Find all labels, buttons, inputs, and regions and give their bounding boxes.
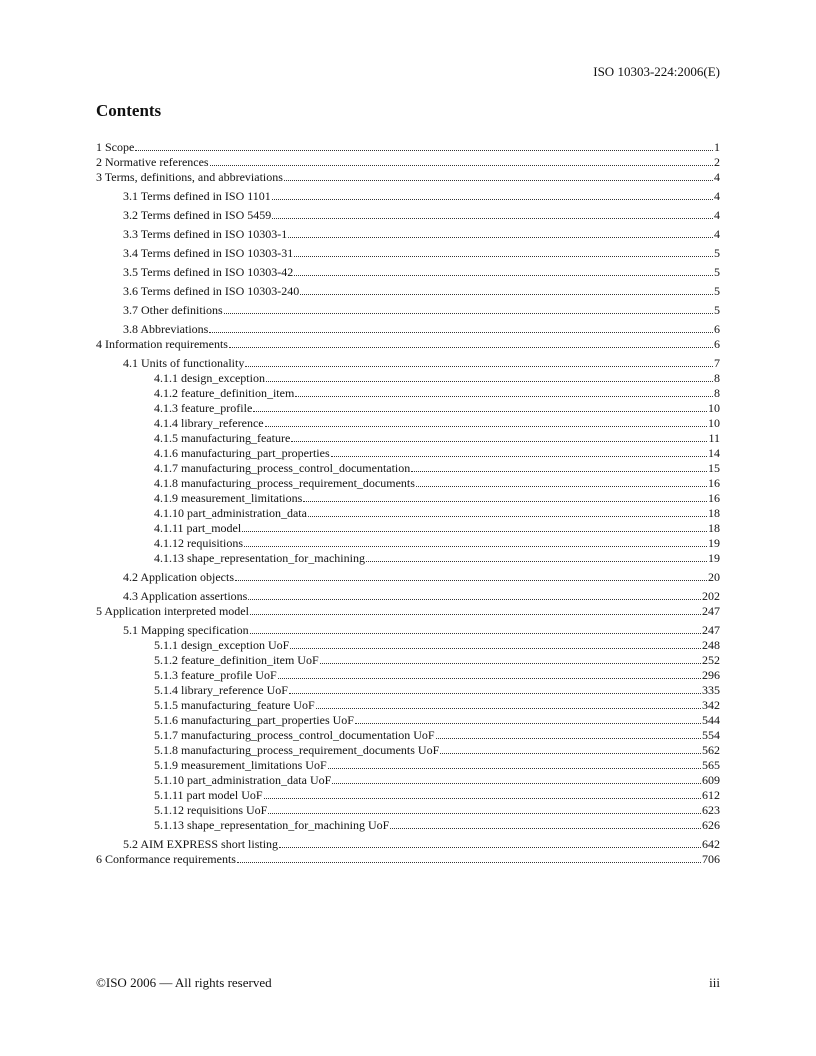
toc-entry[interactable] xyxy=(96,772,720,787)
toc-entry-title: 5.1.7 manufacturing_process_control_documentation UoF xyxy=(154,728,435,742)
toc-entry[interactable] xyxy=(96,317,720,336)
toc-entry-page: 5 xyxy=(714,265,720,279)
toc-entry-page: 2 xyxy=(714,155,720,169)
toc-entry-title: 3.8 Abbreviations xyxy=(123,322,209,336)
toc-dot-leader xyxy=(248,599,701,600)
toc-entry-title: 5.2 AIM EXPRESS short listing xyxy=(123,837,279,851)
toc-entry[interactable] xyxy=(96,757,720,772)
toc-dot-leader xyxy=(235,580,707,581)
toc-dot-leader xyxy=(244,546,707,547)
toc-entry-title: 5.1.12 requisitions UoF xyxy=(154,803,268,817)
toc-entry[interactable] xyxy=(96,154,720,169)
toc-entry[interactable] xyxy=(96,184,720,203)
toc-entry-page: 626 xyxy=(702,818,720,832)
toc-dot-leader xyxy=(416,486,707,487)
toc-entry-title: 5.1.6 manufacturing_part_properties UoF xyxy=(154,713,354,727)
toc-entry[interactable] xyxy=(96,584,720,603)
toc-entry-page: 7 xyxy=(714,356,720,370)
toc-dot-leader xyxy=(411,471,707,472)
toc-entry-page: 10 xyxy=(708,416,720,430)
toc-entry[interactable] xyxy=(96,400,720,415)
toc-dot-leader xyxy=(264,798,701,799)
toc-entry-title: 3.2 Terms defined in ISO 5459 xyxy=(123,208,272,222)
toc-dot-leader xyxy=(303,501,707,502)
toc-dot-leader xyxy=(331,456,707,457)
toc-entry-title: 5.1 Mapping specification xyxy=(123,623,249,637)
toc-entry-page: 544 xyxy=(702,713,720,727)
toc-entry[interactable] xyxy=(96,445,720,460)
toc-entry-page: 19 xyxy=(708,551,720,565)
toc-entry-page: 16 xyxy=(708,491,720,505)
toc-entry-page: 6 xyxy=(714,322,720,336)
toc-entry-page: 252 xyxy=(702,653,720,667)
toc-entry-title: 6 Conformance requirements xyxy=(96,852,236,866)
toc-entry-page: 612 xyxy=(702,788,720,802)
toc-entry-title: 4.3 Application assertions xyxy=(123,589,248,603)
toc-entry[interactable] xyxy=(96,385,720,400)
toc-entry-page: 562 xyxy=(702,743,720,757)
toc-entry-page: 565 xyxy=(702,758,720,772)
toc-entry-page: 5 xyxy=(714,246,720,260)
toc-entry[interactable] xyxy=(96,351,720,370)
toc-entry-title: 5.1.8 manufacturing_process_requirement_documents UoF xyxy=(154,743,440,757)
toc-entry-title: 5.1.4 library_reference UoF xyxy=(154,683,288,697)
toc-entry-title: 3.6 Terms defined in ISO 10303-240 xyxy=(123,284,300,298)
toc-entry-title: 4.1.1 design_exception xyxy=(154,371,265,385)
toc-entry-page: 248 xyxy=(702,638,720,652)
toc-entry[interactable] xyxy=(96,851,720,866)
toc-dot-leader xyxy=(272,218,713,219)
toc-entry-title: 5.1.10 part_administration_data UoF xyxy=(154,773,332,787)
toc-entry-title: 4.1.9 measurement_limitations xyxy=(154,491,303,505)
toc-dot-leader xyxy=(272,199,713,200)
toc-entry-title: 3.4 Terms defined in ISO 10303-31 xyxy=(123,246,294,260)
toc-entry-page: 4 xyxy=(714,170,720,184)
toc-entry[interactable] xyxy=(96,241,720,260)
toc-entry-title: 5.1.1 design_exception UoF xyxy=(154,638,290,652)
toc-entry-title: 4.1.6 manufacturing_part_properties xyxy=(154,446,330,460)
toc-entry-title: 5.1.3 feature_profile UoF xyxy=(154,668,277,682)
toc-entry[interactable] xyxy=(96,520,720,535)
toc-dot-leader xyxy=(253,411,707,412)
toc-entry-page: 609 xyxy=(702,773,720,787)
toc-entry[interactable] xyxy=(96,279,720,298)
toc-entry-title: 4.1 Units of functionality xyxy=(123,356,245,370)
toc-entry[interactable] xyxy=(96,336,720,351)
toc-entry[interactable] xyxy=(96,712,720,727)
toc-dot-leader xyxy=(294,256,713,257)
toc-entry-page: 8 xyxy=(714,386,720,400)
toc-entry-page: 19 xyxy=(708,536,720,550)
page-number: iii xyxy=(709,975,720,990)
toc-entry-title: 4.1.10 part_administration_data xyxy=(154,506,307,520)
toc-entry[interactable] xyxy=(96,565,720,584)
toc-entry-title: 4.1.2 feature_definition_item xyxy=(154,386,295,400)
toc-dot-leader xyxy=(229,347,713,348)
toc-dot-leader xyxy=(316,708,701,709)
toc-entry-page: 554 xyxy=(702,728,720,742)
toc-entry-page: 335 xyxy=(702,683,720,697)
toc-entry[interactable] xyxy=(96,370,720,385)
toc-entry[interactable] xyxy=(96,787,720,802)
toc-dot-leader xyxy=(224,313,713,314)
toc-entry[interactable] xyxy=(96,505,720,520)
toc-dot-leader xyxy=(245,366,713,367)
toc-entry[interactable] xyxy=(96,802,720,817)
toc-entry-page: 4 xyxy=(714,208,720,222)
toc-entry-page: 15 xyxy=(708,461,720,475)
toc-entry-title: 5.1.11 part model UoF xyxy=(154,788,263,802)
toc-entry[interactable] xyxy=(96,618,720,637)
toc-dot-leader xyxy=(237,862,701,863)
toc-dot-leader xyxy=(242,531,707,532)
toc-entry-title: 4.1.4 library_reference xyxy=(154,416,264,430)
toc-entry[interactable] xyxy=(96,832,720,851)
toc-entry-title: 5.1.13 shape_representation_for_machining UoF xyxy=(154,818,390,832)
toc-dot-leader xyxy=(291,441,707,442)
toc-dot-leader xyxy=(300,294,713,295)
toc-dot-leader xyxy=(290,648,701,649)
toc-entry-title: 3.5 Terms defined in ISO 10303-42 xyxy=(123,265,294,279)
toc-entry[interactable] xyxy=(96,475,720,490)
toc-dot-leader xyxy=(332,783,701,784)
toc-entry[interactable] xyxy=(96,817,720,832)
toc-entry-page: 342 xyxy=(702,698,720,712)
toc-dot-leader xyxy=(250,633,701,634)
toc-entry[interactable] xyxy=(96,697,720,712)
toc-entry-page: 247 xyxy=(702,623,720,637)
toc-entry-page: 14 xyxy=(708,446,720,460)
toc-entry-page: 706 xyxy=(702,852,720,866)
toc-entry-page: 20 xyxy=(708,570,720,584)
toc-dot-leader xyxy=(320,663,701,664)
toc-entry-page: 642 xyxy=(702,837,720,851)
toc-entry[interactable] xyxy=(96,222,720,241)
toc-dot-leader xyxy=(355,723,701,724)
toc-dot-leader xyxy=(390,828,701,829)
toc-entry-title: 3.1 Terms defined in ISO 1101 xyxy=(123,189,271,203)
toc-dot-leader xyxy=(209,332,713,333)
toc-entry-page: 5 xyxy=(714,303,720,317)
toc-dot-leader xyxy=(284,180,713,181)
toc-entry[interactable] xyxy=(96,490,720,505)
toc-entry-page: 296 xyxy=(702,668,720,682)
toc-entry-page: 10 xyxy=(708,401,720,415)
toc-dot-leader xyxy=(436,738,701,739)
toc-entry-title: 4.1.3 feature_profile xyxy=(154,401,253,415)
toc-entry-page: 5 xyxy=(714,284,720,298)
toc-entry[interactable] xyxy=(96,298,720,317)
table-of-contents xyxy=(96,139,720,866)
toc-entry[interactable] xyxy=(96,667,720,682)
toc-entry[interactable] xyxy=(96,637,720,652)
toc-dot-leader xyxy=(440,753,701,754)
toc-entry-title: 4.1.12 requisitions xyxy=(154,536,243,550)
toc-entry-title: 3 Terms, definitions, and abbreviations xyxy=(96,170,283,184)
toc-dot-leader xyxy=(294,275,713,276)
toc-dot-leader xyxy=(288,237,713,238)
toc-entry[interactable] xyxy=(96,742,720,757)
toc-entry-page: 18 xyxy=(708,506,720,520)
toc-entry-title: 5.1.9 measurement_limitations UoF xyxy=(154,758,327,772)
toc-dot-leader xyxy=(266,381,713,382)
toc-entry[interactable] xyxy=(96,460,720,475)
toc-entry[interactable] xyxy=(96,415,720,430)
toc-entry[interactable] xyxy=(96,682,720,697)
toc-dot-leader xyxy=(135,150,713,151)
toc-dot-leader xyxy=(279,847,701,848)
copyright-notice: ©ISO 2006 — All rights reserved xyxy=(96,975,272,990)
contents-heading: Contents xyxy=(96,101,162,120)
toc-entry-title: 5.1.5 manufacturing_feature UoF xyxy=(154,698,315,712)
toc-dot-leader xyxy=(268,813,701,814)
toc-entry-title: 4.1.13 shape_representation_for_machining xyxy=(154,551,365,565)
toc-dot-leader xyxy=(265,426,707,427)
toc-entry-title: 4 Information requirements xyxy=(96,337,228,351)
toc-dot-leader xyxy=(366,561,707,562)
toc-entry[interactable] xyxy=(96,535,720,550)
toc-entry[interactable] xyxy=(96,169,720,184)
toc-entry-title: 4.1.5 manufacturing_feature xyxy=(154,431,291,445)
toc-dot-leader xyxy=(308,516,707,517)
toc-entry-page: 8 xyxy=(714,371,720,385)
toc-entry[interactable] xyxy=(96,203,720,222)
toc-entry[interactable] xyxy=(96,550,720,565)
toc-entry-page: 1 xyxy=(714,140,720,154)
toc-entry[interactable] xyxy=(96,260,720,279)
toc-entry-title: 4.1.7 manufacturing_process_control_documentation xyxy=(154,461,411,475)
toc-entry-title: 4.1.8 manufacturing_process_requirement_documents xyxy=(154,476,415,490)
toc-entry-title: 3.7 Other definitions xyxy=(123,303,223,317)
toc-entry[interactable] xyxy=(96,652,720,667)
toc-entry-page: 623 xyxy=(702,803,720,817)
document-id: ISO 10303-224:2006(E) xyxy=(593,64,720,79)
toc-entry-page: 18 xyxy=(708,521,720,535)
toc-entry-page: 247 xyxy=(702,604,720,618)
toc-entry-title: 1 Scope xyxy=(96,140,135,154)
toc-entry-title: 5 Application interpreted model xyxy=(96,604,249,618)
toc-entry[interactable] xyxy=(96,727,720,742)
toc-entry-page: 4 xyxy=(714,227,720,241)
toc-entry-title: 2 Normative references xyxy=(96,155,209,169)
toc-entry-page: 11 xyxy=(708,431,720,445)
toc-dot-leader xyxy=(328,768,701,769)
toc-entry-title: 3.3 Terms defined in ISO 10303-1 xyxy=(123,227,288,241)
toc-entry[interactable] xyxy=(96,430,720,445)
toc-entry-title: 4.1.11 part_model xyxy=(154,521,242,535)
toc-entry[interactable] xyxy=(96,603,720,618)
toc-dot-leader xyxy=(210,165,713,166)
toc-dot-leader xyxy=(278,678,701,679)
toc-entry-page: 16 xyxy=(708,476,720,490)
toc-dot-leader xyxy=(250,614,701,615)
toc-dot-leader xyxy=(289,693,701,694)
toc-dot-leader xyxy=(295,396,713,397)
toc-entry-page: 4 xyxy=(714,189,720,203)
toc-entry-title: 5.1.2 feature_definition_item UoF xyxy=(154,653,319,667)
toc-entry-page: 202 xyxy=(702,589,720,603)
toc-entry[interactable] xyxy=(96,139,720,154)
toc-entry-page: 6 xyxy=(714,337,720,351)
toc-entry-title: 4.2 Application objects xyxy=(123,570,234,584)
